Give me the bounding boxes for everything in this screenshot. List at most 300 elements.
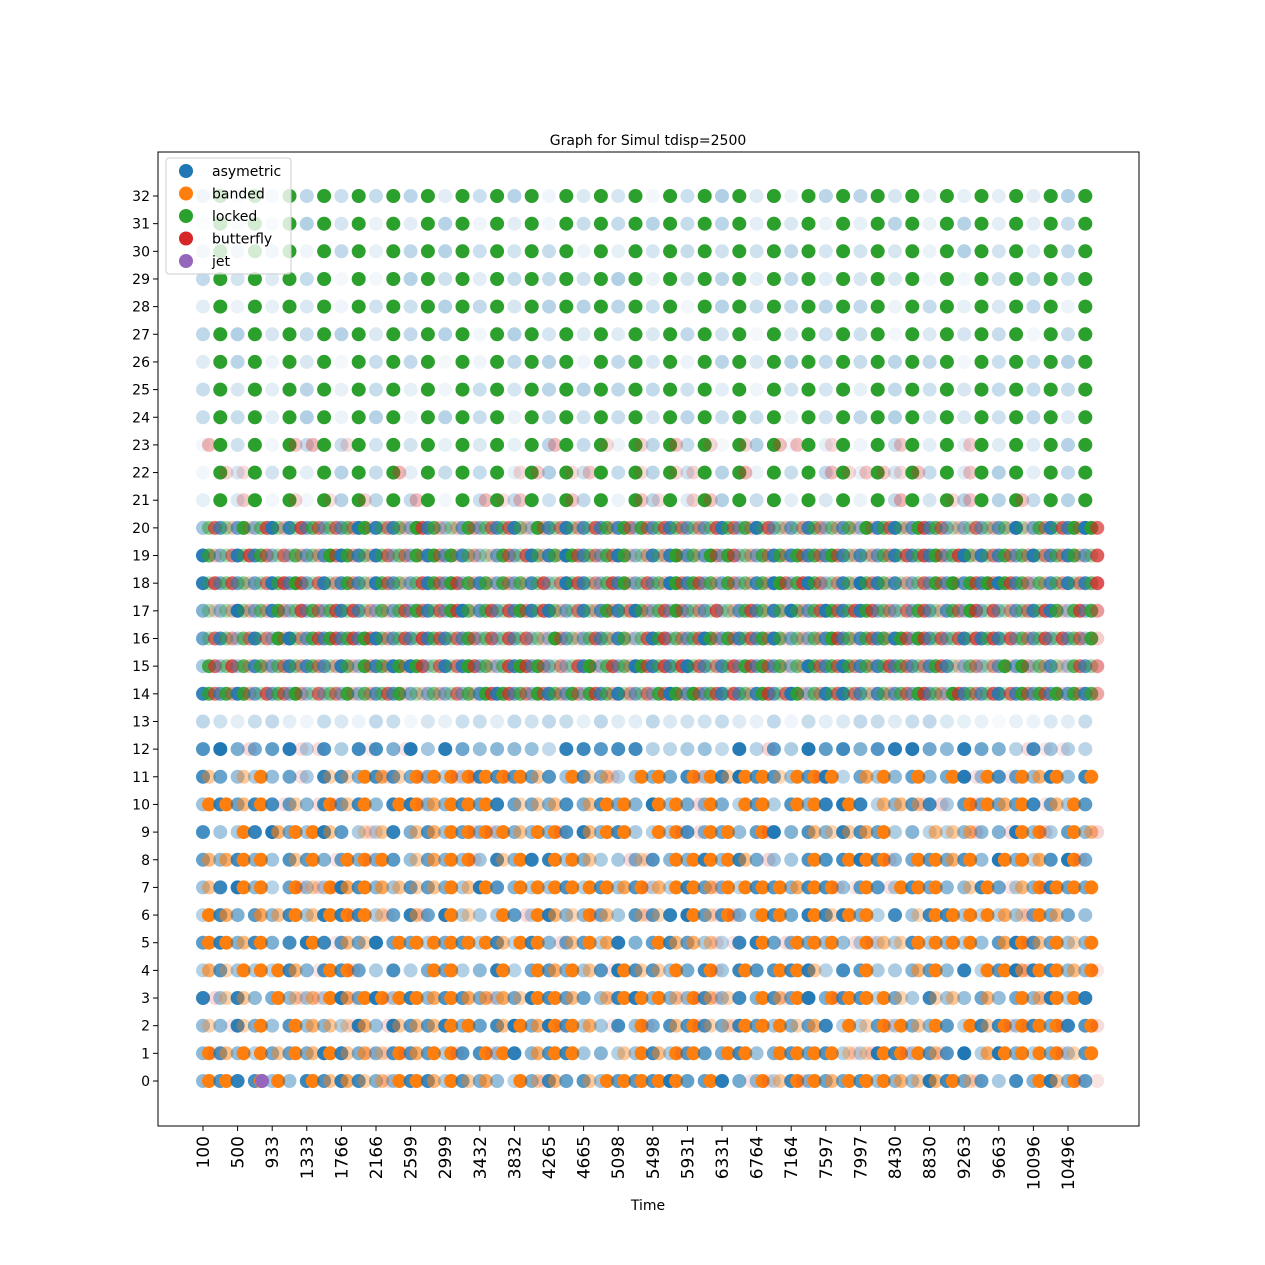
locked-point [317, 438, 331, 452]
locked-point [559, 217, 573, 231]
locked-point [525, 217, 539, 231]
locked-point [1044, 217, 1058, 231]
locked-point [559, 300, 573, 314]
locked-point [802, 438, 816, 452]
asymetric-point [784, 493, 798, 507]
locked-point [386, 493, 400, 507]
asymetric-point [352, 963, 366, 977]
locked-point [213, 327, 227, 341]
asymetric-point [1061, 715, 1075, 729]
locked-point [421, 272, 435, 286]
asymetric-point [819, 355, 833, 369]
asymetric-point [231, 327, 245, 341]
asymetric-point [957, 300, 971, 314]
locked-point [490, 189, 504, 203]
asymetric-point [750, 383, 764, 397]
asymetric-point [525, 853, 539, 867]
asymetric-point [542, 272, 556, 286]
y-tick-label: 8 [141, 852, 150, 869]
asymetric-point [386, 853, 400, 867]
asymetric-point [888, 355, 902, 369]
asymetric-point [369, 1019, 383, 1033]
asymetric-point [473, 355, 487, 369]
asymetric-point [369, 715, 383, 729]
asymetric-point [1061, 466, 1075, 480]
asymetric-point [767, 825, 781, 839]
locked-point [525, 438, 539, 452]
asymetric-point [577, 327, 591, 341]
asymetric-point [680, 327, 694, 341]
asymetric-point [334, 742, 348, 756]
jet-point [255, 1074, 269, 1088]
asymetric-point [715, 438, 729, 452]
asymetric-point [611, 272, 625, 286]
locked-point [421, 300, 435, 314]
asymetric-point [957, 410, 971, 424]
asymetric-point [404, 466, 418, 480]
asymetric-point [300, 327, 314, 341]
asymetric-point [334, 466, 348, 480]
asymetric-point [992, 189, 1006, 203]
asymetric-point [542, 217, 556, 231]
locked-point [836, 272, 850, 286]
butterfly-point [1090, 549, 1104, 563]
locked-point [386, 327, 400, 341]
asymetric-point [334, 493, 348, 507]
asymetric-point [646, 217, 660, 231]
asymetric-point [975, 1074, 989, 1088]
locked-point [1044, 355, 1058, 369]
locked-point [248, 327, 262, 341]
asymetric-point [715, 936, 729, 950]
asymetric-point [265, 853, 279, 867]
asymetric-point [853, 438, 867, 452]
locked-point [1009, 300, 1023, 314]
locked-point [594, 300, 608, 314]
asymetric-point [196, 355, 210, 369]
asymetric-point [836, 880, 850, 894]
x-tick-label: 100 [194, 1136, 214, 1169]
asymetric-point [542, 770, 556, 784]
locked-point [629, 300, 643, 314]
asymetric-point [957, 272, 971, 286]
banded-point [1084, 1046, 1098, 1060]
asymetric-point [507, 244, 521, 258]
asymetric-point [992, 715, 1006, 729]
asymetric-point [196, 991, 210, 1005]
locked-point [421, 466, 435, 480]
butterfly-point [1090, 576, 1104, 590]
asymetric-point [819, 244, 833, 258]
butterfly-point [1090, 521, 1104, 535]
asymetric-point [507, 217, 521, 231]
x-axis-label: Time [630, 1198, 666, 1214]
x-tick-label: 9263 [955, 1136, 976, 1180]
asymetric-point [369, 466, 383, 480]
chart-title: Graph for Simul tdisp=2500 [549, 133, 747, 149]
asymetric-point [542, 355, 556, 369]
locked-point [940, 189, 954, 203]
asymetric-point [923, 466, 937, 480]
y-tick-label: 24 [132, 410, 150, 427]
y-tick-label: 29 [132, 271, 150, 288]
asymetric-point [750, 355, 764, 369]
asymetric-point [784, 466, 798, 480]
locked-point [1009, 438, 1023, 452]
locked-point [629, 327, 643, 341]
locked-point [975, 466, 989, 480]
asymetric-point [369, 383, 383, 397]
asymetric-point [594, 1046, 608, 1060]
asymetric-point [784, 244, 798, 258]
asymetric-point [283, 936, 297, 950]
asymetric-point [265, 880, 279, 894]
locked-point [1078, 217, 1092, 231]
asymetric-point [611, 383, 625, 397]
x-tick-label: 3432 [470, 1136, 491, 1180]
asymetric-point [473, 383, 487, 397]
locked-point [1009, 383, 1023, 397]
asymetric-point [542, 327, 556, 341]
asymetric-point [611, 244, 625, 258]
asymetric-point [732, 991, 746, 1005]
locked-point [802, 217, 816, 231]
locked-point [1078, 300, 1092, 314]
asymetric-point [231, 438, 245, 452]
locked-point [1009, 217, 1023, 231]
legend [166, 158, 291, 274]
asymetric-point [1061, 189, 1075, 203]
locked-point [871, 244, 885, 258]
asymetric-point [542, 715, 556, 729]
locked-point [352, 466, 366, 480]
asymetric-point [611, 908, 625, 922]
butterfly-point [1090, 1074, 1104, 1088]
y-tick-label: 10 [132, 797, 150, 814]
asymetric-point [559, 797, 573, 811]
asymetric-point [611, 466, 625, 480]
asymetric-point [594, 853, 608, 867]
legend-label: jet [212, 254, 230, 270]
asymetric-point [1044, 853, 1058, 867]
locked-point [1009, 410, 1023, 424]
x-tick-label: 6331 [713, 1136, 733, 1180]
asymetric-point [611, 410, 625, 424]
asymetric-point [940, 880, 954, 894]
locked-point [1044, 300, 1058, 314]
asymetric-point [196, 493, 210, 507]
asymetric-point [750, 1046, 764, 1060]
locked-point [940, 410, 954, 424]
x-tick-label: 7164 [782, 1136, 803, 1180]
asymetric-point [611, 300, 625, 314]
locked-point [905, 327, 919, 341]
locked-point [871, 300, 885, 314]
asymetric-point [490, 880, 504, 894]
asymetric-point [490, 797, 504, 811]
asymetric-point [248, 742, 262, 756]
locked-point [421, 355, 435, 369]
asymetric-point [819, 715, 833, 729]
asymetric-point [923, 715, 937, 729]
asymetric-point [698, 715, 712, 729]
asymetric-point [957, 715, 971, 729]
asymetric-point [265, 742, 279, 756]
asymetric-point [888, 327, 902, 341]
x-tick-label: 9663 [989, 1136, 1010, 1180]
asymetric-point [265, 300, 279, 314]
asymetric-point [542, 189, 556, 203]
locked-point [767, 327, 781, 341]
y-tick-label: 18 [132, 576, 150, 593]
asymetric-point [369, 327, 383, 341]
asymetric-point [196, 742, 210, 756]
locked-point [317, 300, 331, 314]
asymetric-point [646, 1019, 660, 1033]
asymetric-point [680, 189, 694, 203]
locked-point [317, 244, 331, 258]
asymetric-point [646, 383, 660, 397]
locked-point [525, 410, 539, 424]
y-tick-label: 1 [141, 1046, 150, 1063]
locked-point [317, 383, 331, 397]
locked-point [421, 410, 435, 424]
asymetric-point [577, 493, 591, 507]
asymetric-point [957, 742, 971, 756]
asymetric-point [542, 493, 556, 507]
asymetric-point [438, 466, 452, 480]
asymetric-point [231, 300, 245, 314]
butterfly-point [1090, 825, 1104, 839]
asymetric-point [559, 715, 573, 729]
locked-point [975, 189, 989, 203]
y-tick-label: 31 [132, 216, 150, 233]
asymetric-point [559, 825, 573, 839]
locked-point [1044, 327, 1058, 341]
asymetric-point [680, 355, 694, 369]
x-tick-label: 8830 [920, 1136, 941, 1180]
legend-marker [179, 232, 193, 246]
locked-point [698, 383, 712, 397]
locked-point [732, 355, 746, 369]
x-tick-label: 8430 [886, 1136, 906, 1180]
asymetric-point [957, 244, 971, 258]
asymetric-point [438, 742, 452, 756]
asymetric-point [369, 217, 383, 231]
y-tick-label: 26 [132, 354, 150, 371]
asymetric-point [646, 438, 660, 452]
asymetric-point [577, 438, 591, 452]
locked-point [525, 355, 539, 369]
asymetric-point [577, 991, 591, 1005]
locked-point [594, 410, 608, 424]
asymetric-point [767, 853, 781, 867]
asymetric-point [784, 383, 798, 397]
asymetric-point [404, 272, 418, 286]
asymetric-point [750, 853, 764, 867]
asymetric-point [611, 770, 625, 784]
asymetric-point [369, 438, 383, 452]
asymetric-point [888, 300, 902, 314]
butterfly-point [1090, 1019, 1104, 1033]
locked-point [283, 383, 297, 397]
locked-point [767, 189, 781, 203]
asymetric-point [1026, 300, 1040, 314]
y-tick-label: 21 [132, 493, 150, 510]
locked-point [594, 217, 608, 231]
locked-point [1078, 272, 1092, 286]
asymetric-point [473, 908, 487, 922]
asymetric-point [975, 715, 989, 729]
locked-point [594, 244, 608, 258]
locked-point [629, 355, 643, 369]
asymetric-point [594, 715, 608, 729]
asymetric-point [957, 383, 971, 397]
asymetric-point [438, 410, 452, 424]
asymetric-point [853, 272, 867, 286]
asymetric-point [490, 742, 504, 756]
asymetric-point [905, 991, 919, 1005]
locked-point [767, 383, 781, 397]
asymetric-point [438, 327, 452, 341]
locked-point [248, 493, 262, 507]
asymetric-point [888, 825, 902, 839]
locked-point [975, 493, 989, 507]
asymetric-point [1026, 383, 1040, 397]
locked-point [248, 466, 262, 480]
locked-point [352, 438, 366, 452]
locked-point [1078, 410, 1092, 424]
locked-point [525, 189, 539, 203]
asymetric-point [715, 963, 729, 977]
locked-point [767, 355, 781, 369]
locked-point [802, 355, 816, 369]
asymetric-point [750, 300, 764, 314]
locked-point [698, 217, 712, 231]
locked-point [1078, 244, 1092, 258]
locked-point [386, 438, 400, 452]
locked-point [421, 383, 435, 397]
asymetric-point [404, 383, 418, 397]
asymetric-point [750, 244, 764, 258]
locked-point [975, 327, 989, 341]
locked-point [559, 355, 573, 369]
asymetric-point [784, 410, 798, 424]
locked-point [905, 438, 919, 452]
locked-point [1078, 355, 1092, 369]
asymetric-point [438, 355, 452, 369]
locked-point [940, 217, 954, 231]
y-tick-label: 9 [141, 825, 150, 842]
locked-point [456, 244, 470, 258]
locked-point [975, 383, 989, 397]
locked-point [629, 410, 643, 424]
locked-point [975, 244, 989, 258]
x-tick-label: 500 [228, 1136, 249, 1169]
asymetric-point [888, 383, 902, 397]
asymetric-point [1026, 438, 1040, 452]
asymetric-point [750, 327, 764, 341]
asymetric-point [923, 189, 937, 203]
asymetric-point [957, 355, 971, 369]
asymetric-point [888, 770, 902, 784]
asymetric-point [196, 715, 210, 729]
asymetric-point [871, 880, 885, 894]
locked-point [525, 493, 539, 507]
x-tick-label: 2599 [401, 1136, 422, 1180]
locked-point [456, 272, 470, 286]
locked-point [767, 217, 781, 231]
asymetric-point [542, 742, 556, 756]
y-tick-label: 0 [141, 1074, 150, 1090]
locked-point [732, 272, 746, 286]
asymetric-point [750, 410, 764, 424]
asymetric-point [1078, 797, 1092, 811]
locked-point [629, 244, 643, 258]
asymetric-point [680, 742, 694, 756]
butterfly-point [1090, 632, 1104, 646]
x-tick-label: 1333 [297, 1136, 318, 1180]
locked-point [836, 300, 850, 314]
asymetric-point [525, 742, 539, 756]
asymetric-point [300, 963, 314, 977]
asymetric-point [732, 715, 746, 729]
asymetric-point [975, 825, 989, 839]
asymetric-point [819, 797, 833, 811]
asymetric-point [507, 438, 521, 452]
locked-point [871, 272, 885, 286]
asymetric-point [784, 189, 798, 203]
asymetric-point [334, 189, 348, 203]
locked-point [559, 189, 573, 203]
locked-point [1078, 438, 1092, 452]
asymetric-point [1061, 410, 1075, 424]
locked-point [594, 189, 608, 203]
legend-label: locked [212, 209, 258, 225]
asymetric-point [992, 410, 1006, 424]
asymetric-point [334, 383, 348, 397]
locked-point [490, 327, 504, 341]
locked-point [940, 466, 954, 480]
asymetric-point [819, 853, 833, 867]
asymetric-point [836, 936, 850, 950]
x-tick-label: 933 [263, 1136, 284, 1169]
asymetric-point [334, 825, 348, 839]
asymetric-point [992, 438, 1006, 452]
y-tick-label: 19 [132, 548, 150, 565]
asymetric-point [231, 1074, 245, 1088]
locked-point [594, 466, 608, 480]
asymetric-point [594, 963, 608, 977]
asymetric-point [992, 355, 1006, 369]
asymetric-point [369, 963, 383, 977]
asymetric-point [577, 272, 591, 286]
asymetric-point [1026, 327, 1040, 341]
asymetric-point [992, 770, 1006, 784]
locked-point [490, 410, 504, 424]
asymetric-point [1026, 715, 1040, 729]
asymetric-point [265, 410, 279, 424]
asymetric-point [300, 272, 314, 286]
asymetric-point [265, 797, 279, 811]
asymetric-point [940, 1046, 954, 1060]
locked-point [248, 383, 262, 397]
locked-point [352, 272, 366, 286]
locked-point [698, 327, 712, 341]
asymetric-point [715, 300, 729, 314]
locked-point [802, 466, 816, 480]
asymetric-point [646, 410, 660, 424]
